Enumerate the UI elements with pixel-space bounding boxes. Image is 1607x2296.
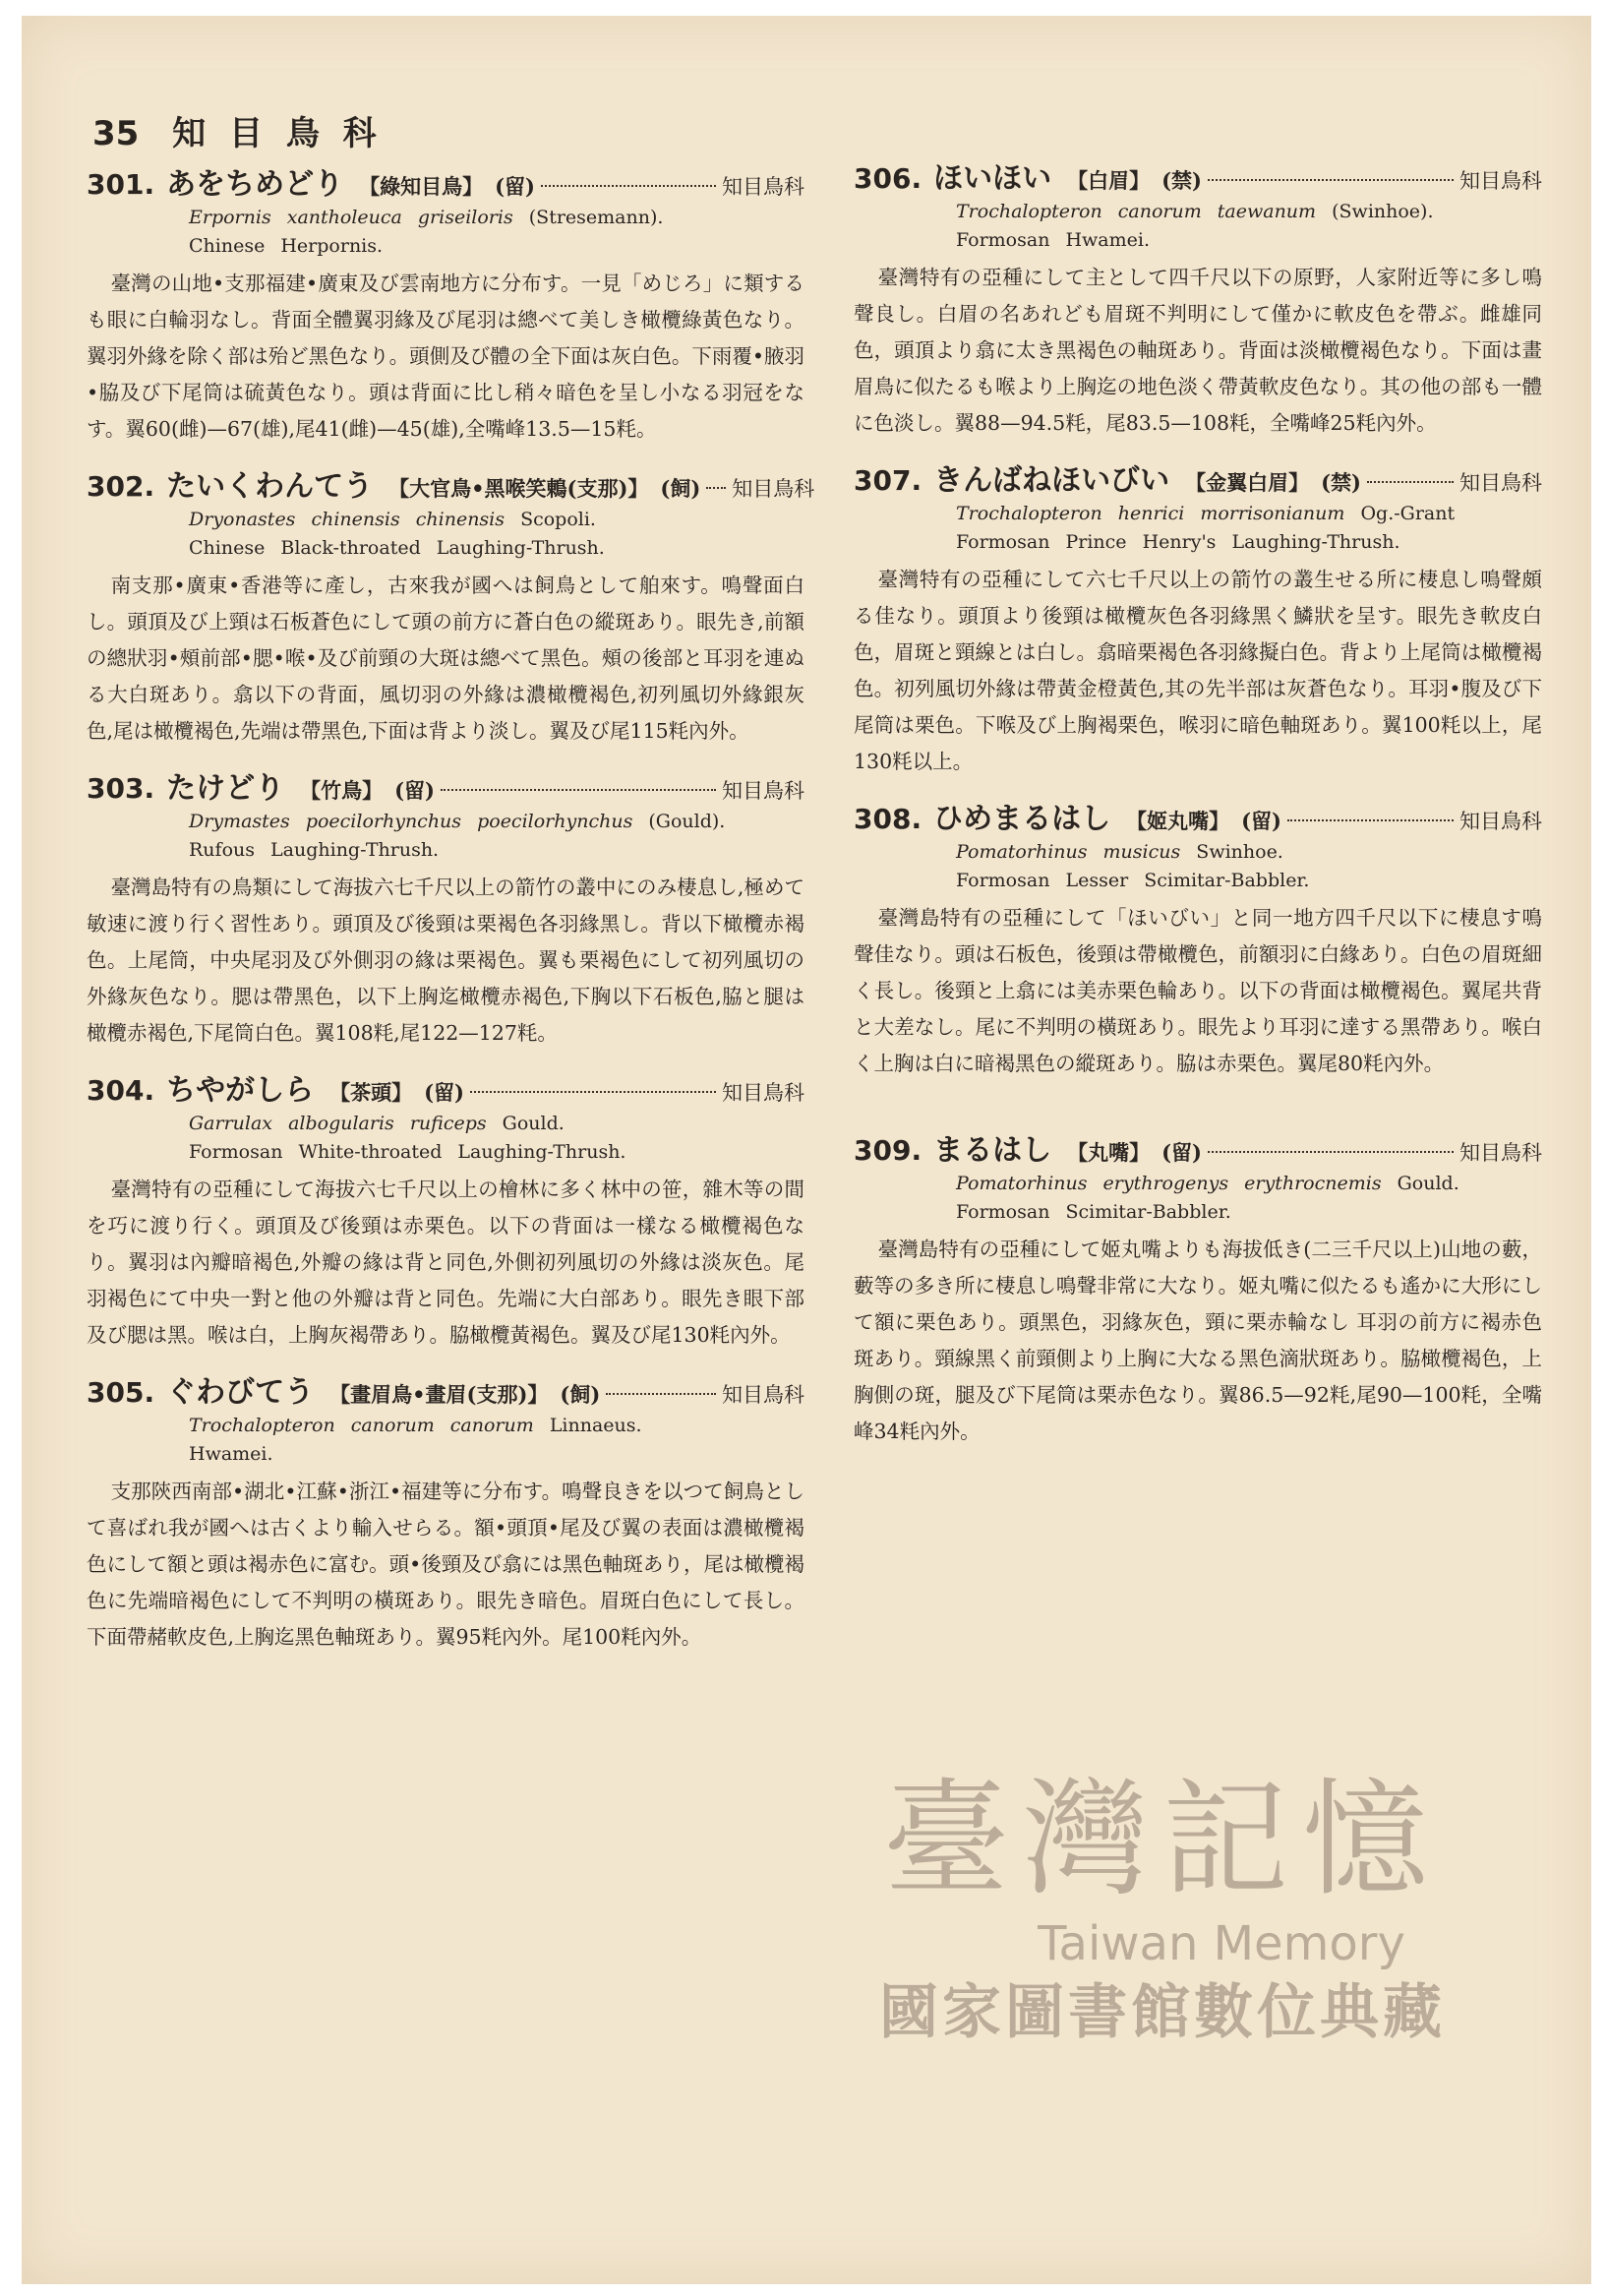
binomial: Trochalopteron canorum taewanum bbox=[956, 201, 1317, 222]
japanese-name: たいくわんてう bbox=[166, 469, 374, 504]
japanese-name: ほいほい bbox=[933, 161, 1052, 196]
entry-number: 302. bbox=[87, 470, 155, 503]
authority: (Stresemann). bbox=[528, 207, 664, 228]
status-mark: (留) bbox=[424, 1080, 464, 1105]
binomial: Trochalopteron canorum canorum bbox=[189, 1415, 534, 1436]
family-name: 知目鳥科 bbox=[722, 175, 804, 199]
kanji-name: 【金翼白眉】 bbox=[1185, 470, 1310, 495]
description: 臺灣特有の亞種にして主として四千尺以下の原野，人家附近等に多し鳴聲良し。白眉の名あれども眉斑不判明にして僅かに軟皮色を帶ぶ。雌雄同色，頭頂より翕に太き黑褐色の軸斑あり。背面は淡橄欖褐色なり。下面は畫眉鳥に似たるも喉より上胸迄の地色淡く帶黃軟皮色なり。其の他の部も一體に色淡し。翼88—94.5粍，尾83.5—108粍，全嘴峰25粍內外。 bbox=[854, 266, 1542, 435]
english-name: Chinese Herpornis. bbox=[189, 235, 384, 257]
leader-dots bbox=[1208, 1151, 1454, 1153]
authority: (Swinhoe). bbox=[1332, 201, 1434, 222]
species-entry-305 bbox=[87, 1367, 804, 1656]
binomial: Trochalopteron henrici morrisonianum bbox=[956, 503, 1345, 524]
entry-heading bbox=[87, 1367, 804, 1411]
status-mark: (禁) bbox=[1161, 168, 1202, 193]
family-name: 知目鳥科 bbox=[1459, 1141, 1542, 1165]
kanji-name: 【姬丸嘴】 bbox=[1126, 809, 1230, 833]
entry-heading bbox=[854, 1125, 1542, 1169]
entry-number: 305. bbox=[87, 1376, 155, 1409]
entry-number: 304. bbox=[87, 1074, 155, 1107]
japanese-name: ひめまるはし bbox=[933, 802, 1111, 836]
scientific-name bbox=[189, 1411, 804, 1440]
kanji-name: 【畫眉鳥•畫眉(支那)】 bbox=[329, 1382, 549, 1407]
binomial: Pomatorhinus musicus bbox=[956, 841, 1181, 863]
page-title: 知 目 鳥 科 bbox=[172, 114, 383, 153]
species-entry-308 bbox=[854, 794, 1542, 1082]
species-entry-301 bbox=[87, 159, 804, 448]
kanji-name: 【竹鳥】 bbox=[300, 778, 384, 803]
authority: Gould. bbox=[502, 1113, 565, 1134]
page-number: 35 bbox=[92, 114, 140, 153]
entry-number: 309. bbox=[854, 1134, 923, 1167]
kanji-name: 【大官鳥•黑喉笑鶇(支那)】 bbox=[388, 476, 649, 501]
english-name: Formosan Hwamei. bbox=[956, 229, 1151, 251]
taiwan-memory-watermark bbox=[779, 1767, 1546, 2052]
english-name: Formosan Scimitar-Babbler. bbox=[956, 1201, 1231, 1223]
entry-heading bbox=[87, 763, 804, 807]
description: 臺灣特有の亞種にして六七千尺以上の箭竹の叢生せる所に棲息し鳴聲頗る佳なり。頭頂より後頸は橄欖灰色各羽緣黑く鱗狀を呈す。眼先き軟皮白色，眉斑と頸線とは白し。翕暗栗褐色各羽緣擬白色。背より上尾筒は橄欖褐色。初列風切外緣は帶黃金橙黃色,其の先半部は灰蒼色なり。耳羽•腹及び下尾筒は栗色。下喉及び上胸褐栗色，喉羽に暗色軸斑あり。翼100粍以上，尾130粍以上。 bbox=[854, 568, 1542, 773]
entry-heading bbox=[87, 461, 815, 505]
binomial: Dryonastes chinensis chinensis bbox=[189, 509, 506, 530]
scientific-name bbox=[189, 505, 804, 534]
entry-heading bbox=[854, 153, 1542, 197]
status-mark: (飼) bbox=[560, 1382, 601, 1407]
scientific-name bbox=[189, 807, 804, 836]
binomial: Garrulax albogularis ruficeps bbox=[189, 1113, 487, 1134]
entry-number: 303. bbox=[87, 772, 155, 805]
authority: Gould. bbox=[1397, 1173, 1459, 1194]
entry-number: 308. bbox=[854, 803, 923, 835]
authority: Linnaeus. bbox=[549, 1415, 642, 1436]
japanese-name: ちやがしら bbox=[166, 1073, 315, 1108]
english-name: Rufous Laughing-Thrush. bbox=[189, 839, 440, 861]
entry-number: 306. bbox=[854, 162, 923, 195]
binomial: Erpornis xantholeuca griseiloris bbox=[189, 207, 513, 228]
right-column bbox=[854, 153, 1542, 1464]
english-name: Formosan Prince Henry's Laughing-Thrush. bbox=[956, 531, 1400, 553]
description: 臺灣特有の亞種にして海拔六七千尺以上の檜林に多く林中の笹，雜木等の間を巧に渡り行く。頭頂及び後頸は赤栗色。以下の背面は一樣なる橄欖褐色なり。翼羽は內瓣暗褐色,外瓣の緣は背と同色,外側初列風切の外緣は淡灰色。尾羽褐色にて中央一對と他の外瓣は背と同色。先端に大白部あり。眼先き眼下部及び腮は黑。喉は白，上胸灰褐帶あり。脇橄欖黃褐色。翼及び尾130粍內外。 bbox=[87, 1178, 804, 1347]
entry-number: 307. bbox=[854, 464, 923, 497]
entry-heading bbox=[87, 159, 804, 203]
entry-heading bbox=[854, 794, 1542, 837]
status-mark: (留) bbox=[495, 174, 535, 199]
page-sheet bbox=[22, 16, 1591, 2284]
description: 臺灣島特有の亞種にして「ほいびい」と同一地方四千尺以下に棲息す鳴聲佳なり。頭は石板色，後頸は帶橄欖色，前額羽に白緣あり。白色の眉斑細く長し。後頸と上翕には美赤栗色輪あり。以下の背面は橄欖褐色。翼尾共背と大差なし。尾に不判明の橫斑あり。眼先より耳羽に達する黑帶あり。喉白く上胸は白に暗褐黑色の縱斑あり。脇は赤栗色。翼尾80粍內外。 bbox=[854, 906, 1542, 1075]
scientific-name bbox=[956, 197, 1542, 226]
status-mark: (飼) bbox=[660, 476, 701, 501]
leader-dots bbox=[441, 789, 716, 791]
kanji-name: 【丸嘴】 bbox=[1067, 1140, 1151, 1165]
family-name: 知目鳥科 bbox=[722, 1383, 804, 1407]
binomial: Pomatorhinus erythrogenys erythrocnemis bbox=[956, 1173, 1382, 1194]
english-name: Hwamei. bbox=[189, 1443, 273, 1465]
entry-heading bbox=[87, 1065, 804, 1109]
family-name: 知目鳥科 bbox=[722, 779, 804, 803]
family-name: 知目鳥科 bbox=[1459, 810, 1542, 833]
family-name: 知目鳥科 bbox=[1459, 471, 1542, 495]
species-entry-304 bbox=[87, 1065, 804, 1354]
japanese-name: あをちめどり bbox=[166, 167, 344, 202]
leader-dots bbox=[706, 487, 726, 489]
authority: Swinhoe. bbox=[1196, 841, 1283, 863]
watermark-calligraphy: 臺灣記憶 bbox=[882, 1767, 1442, 1913]
scientific-name bbox=[956, 1169, 1542, 1198]
english-name: Chinese Black-throated Laughing-Thrush. bbox=[189, 537, 605, 559]
scientific-name bbox=[189, 1109, 804, 1138]
leader-dots bbox=[606, 1393, 716, 1395]
family-name: 知目鳥科 bbox=[732, 477, 815, 501]
leader-dots bbox=[1208, 179, 1454, 181]
english-name: Formosan White-throated Laughing-Thrush. bbox=[189, 1141, 626, 1163]
species-entry-302 bbox=[87, 461, 815, 750]
english-name: Formosan Lesser Scimitar-Babbler. bbox=[956, 870, 1310, 891]
status-mark: (留) bbox=[394, 778, 435, 803]
status-mark: (禁) bbox=[1321, 470, 1361, 495]
scientific-name bbox=[956, 837, 1542, 867]
japanese-name: きんばねほいびい bbox=[933, 463, 1170, 498]
species-entry-306 bbox=[854, 153, 1542, 442]
japanese-name: たけどり bbox=[166, 771, 285, 806]
leader-dots bbox=[1367, 481, 1454, 483]
species-entry-309 bbox=[854, 1125, 1542, 1450]
family-name: 知目鳥科 bbox=[722, 1081, 804, 1105]
entry-number: 301. bbox=[87, 168, 155, 201]
description: 南支那•廣東•香港等に產し，古來我が國へは飼鳥として舶來す。鳴聲面白し。頭頂及び上頸は石板蒼色にして頭の前方に蒼白色の縱斑あり。眼先き,前額の總狀羽•頰前部•腮•喉•及び前頸の大斑は總べて黑色。頰の後部と耳羽を連ぬる大白斑あり。翕以下の背面，風切羽の外緣は濃橄欖褐色,初列風切外緣銀灰色,尾は橄欖褐色,先端は帶黑色,下面は背より淡し。翼及び尾115粍內外。 bbox=[87, 574, 804, 743]
japanese-name: ぐわびてう bbox=[166, 1375, 315, 1410]
leader-dots bbox=[1287, 819, 1454, 821]
leader-dots bbox=[541, 185, 716, 187]
entry-heading bbox=[854, 455, 1542, 499]
species-entry-303 bbox=[87, 763, 804, 1052]
leader-dots bbox=[470, 1091, 716, 1093]
authority: Og.-Grant bbox=[1360, 503, 1456, 524]
kanji-name: 【綠知目鳥】 bbox=[359, 174, 484, 199]
family-name: 知目鳥科 bbox=[1459, 169, 1542, 193]
kanji-name: 【茶頭】 bbox=[329, 1080, 413, 1105]
watermark-english: Taiwan Memory bbox=[1038, 1916, 1405, 1971]
watermark-library-name: 國家圖書館數位典藏 bbox=[879, 1978, 1446, 2047]
description: 臺灣島特有の亞種にして姬丸嘴よりも海拔低き(二三千尺以上)山地の藪，藪等の多き所に棲息し鳴聲非常に大なり。姬丸嘴に似たるも遙かに大形にして額に栗色あり。頭黑色，羽緣灰色，頸に栗赤輪なし 耳羽の前方に褐赤色斑あり。頸線黑く前頸側より上胸に大なる黑色滴狀斑あり。脇橄欖褐色，上胸側の斑，腿及び下尾筒は栗赤色なり。翼86.5—92粍,尾90—100粍，全嘴峰34粍內外。 bbox=[854, 1238, 1542, 1443]
authority: (Gould). bbox=[648, 811, 726, 832]
status-mark: (留) bbox=[1161, 1140, 1202, 1165]
japanese-name: まるはし bbox=[933, 1133, 1052, 1168]
description: 支那陝西南部•湖北•江蘇•浙江•福建等に分布す。鳴聲良きを以つて飼鳥として喜ばれ我が國へは古くより輸入せらる。額•頭頂•尾及び翼の表面は濃橄欖褐色にして額と頭は褐赤色に富む。頭•後頸及び翕には黑色軸斑あり，尾は橄欖褐色に先端暗褐色にして不判明の橫斑あり。眼先き暗色。眉斑白色にして長し。下面帶赭軟皮色,上胸迄黑色軸斑あり。翼95粍內外。尾100粍內外。 bbox=[87, 1480, 804, 1649]
page-header bbox=[92, 106, 383, 154]
species-entry-307 bbox=[854, 455, 1542, 780]
authority: Scopoli. bbox=[520, 509, 596, 530]
description: 臺灣の山地•支那福建•廣東及び雲南地方に分布す。一見「めじろ」に類するも眼に白輪羽なし。背面全體翼羽緣及び尾羽は總べて美しき橄欖綠黃色なり。翼羽外緣を除く部は殆ど黑色なり。頭側及び體の全下面は灰白色。下雨覆•腋羽•脇及び下尾筒は硫黃色なり。頭は背面に比し稍々暗色を呈し小なる羽冠をなす。翼60(雌)—67(雄),尾41(雌)—45(雄),全嘴峰13.5—15粍。 bbox=[87, 272, 804, 441]
description: 臺灣島特有の鳥類にして海拔六七千尺以上の箭竹の叢中にのみ棲息し,極めて敏速に渡り行く習性あり。頭頂及び後頸は栗褐色各羽緣黑し。背以下橄欖赤褐色。上尾筒，中央尾羽及び外側羽の緣は栗褐色。翼も栗褐色にして初列風切の外緣灰色なり。腮は帶黑色，以下上胸迄橄欖赤褐色,下胸以下石板色,脇と腿は橄欖赤褐色,下尾筒白色。翼108粍,尾122—127粍。 bbox=[87, 876, 804, 1045]
left-column bbox=[87, 159, 815, 1669]
binomial: Drymastes poecilorhynchus poecilorhynchus bbox=[189, 811, 633, 832]
scientific-name bbox=[189, 203, 804, 232]
scientific-name bbox=[956, 499, 1542, 528]
status-mark: (留) bbox=[1241, 809, 1281, 833]
kanji-name: 【白眉】 bbox=[1067, 168, 1151, 193]
